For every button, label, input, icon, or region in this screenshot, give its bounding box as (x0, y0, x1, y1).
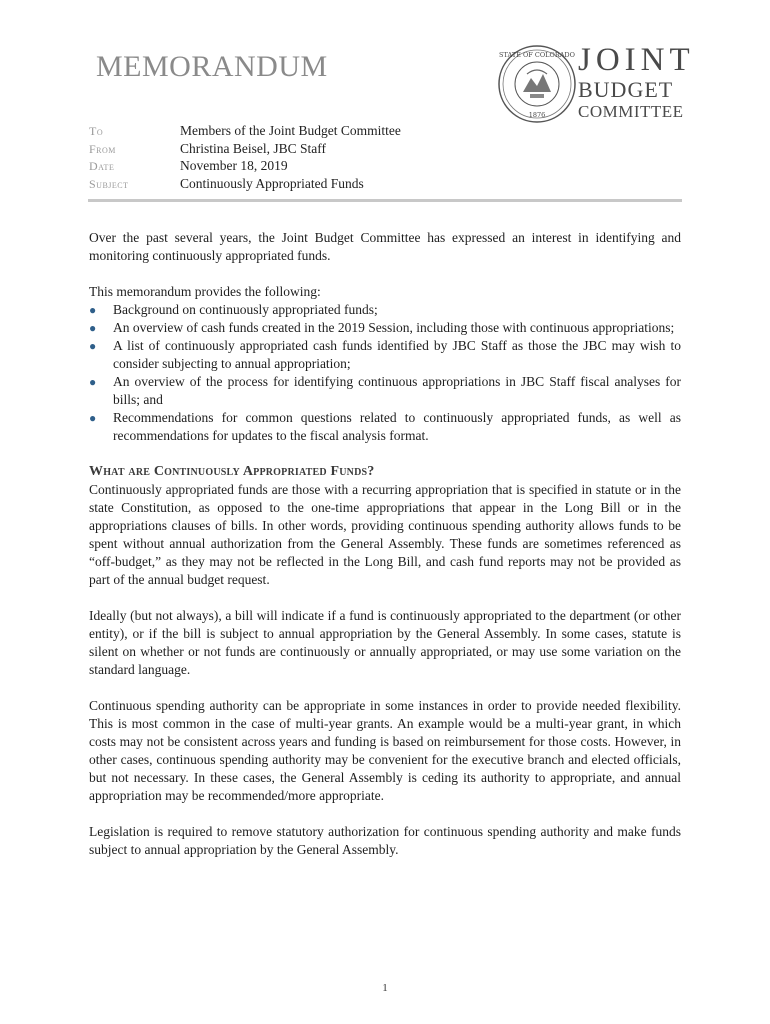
header-row-from (89, 141, 689, 159)
header-row-subject (89, 176, 689, 194)
list-intro: This memorandum provides the following: (89, 284, 321, 299)
header-label-from: From (89, 141, 116, 156)
memo-body (89, 229, 681, 877)
page-number: 1 (382, 982, 388, 994)
list-item-text: Recommendations for common questions related to continuously appropriated funds, as well as recommendations for updates to the fiscal analysis format. (113, 410, 681, 443)
logo-line-budget: BUDGET (578, 77, 674, 102)
logo-line-committee: COMMITTEE (578, 102, 684, 121)
memo-header-fields (89, 123, 689, 193)
section-heading: What are Continuously Appropriated Funds? (89, 464, 375, 479)
bullet-icon: ● (89, 339, 97, 353)
seal-year: 1876 (528, 111, 546, 119)
header-label-subject: Subject (89, 176, 129, 191)
contents-list (89, 301, 681, 445)
list-item (89, 319, 681, 337)
list-item (89, 409, 681, 445)
header-value-subject: Continuously Appropriated Funds (180, 175, 364, 191)
memo-title: MEMORANDUM (96, 50, 328, 83)
seal-text: STATE OF COLORADO (499, 51, 575, 59)
header-row-date (89, 158, 689, 176)
header-value-to: Members of the Joint Budget Committee (180, 123, 401, 138)
body-paragraph: Legislation is required to remove statutory authorization for continuous spending authority and make funds subject to annual appropriation by the General Assembly. (89, 824, 681, 857)
logo-line-joint: JOINT (578, 42, 695, 78)
bullet-icon: ● (89, 321, 97, 335)
header-divider (88, 199, 682, 202)
list-item (89, 373, 681, 409)
header-label-to: To (89, 124, 104, 138)
bullet-icon: ● (89, 375, 97, 389)
colorado-seal-icon (497, 44, 577, 124)
header-row-to (89, 123, 689, 141)
body-paragraph: Ideally (but not always), a bill will indicate if a fund is continuously appropriated to the department (or other entity), or if the bill is subject to annual appropriation by the General Assembly. In some cases, statute is silent on whether or not funds are continuously or annually appropriated, or may use some variation on the standard language. (89, 608, 681, 677)
list-item (89, 337, 681, 373)
list-item-text: An overview of the process for identifying continuous appropriations in JBC Staff fiscal analyses for bills; and (113, 374, 681, 407)
jbc-logo (578, 44, 695, 120)
body-paragraph: Continuously appropriated funds are those with a recurring appropriation that is specified in statute or in the state Constitution, as opposed to the one-time appropriations that appear in the Long Bill or in the appropriations clauses of bills. In other words, providing continuous spending authority allows funds to be spent without annual authorization from the General Assembly. These funds are sometimes referenced as “off-budget,” as they may not be reflected in the Long Bill, and cash fund reports may not be provided as part of the annual budget request. (89, 482, 681, 587)
header-value-date: November 18, 2019 (180, 158, 288, 173)
header-value-from: Christina Beisel, JBC Staff (180, 140, 327, 156)
header-label-date: Date (89, 159, 115, 173)
list-item-text: Background on continuously appropriated funds; (113, 302, 378, 317)
bullet-icon: ● (89, 303, 97, 317)
intro-paragraph: Over the past several years, the Joint Budget Committee has expressed an interest in identifying and monitoring continuously appropriated funds. (89, 230, 681, 263)
body-paragraph: Continuous spending authority can be appropriate in some instances in order to provide needed flexibility. This is most common in the case of multi-year grants. An example would be a multi-year grant, in which costs may not be consistent across years and funding is based on reimbursement for those costs. However, in other cases, continuous spending authority may be convenient for the executive branch and elected officials, but not necessary. In these cases, the General Assembly is ceding its authority to appropriate, and annual appropriation may be recommended/more appropriate. (89, 698, 681, 803)
list-item-text: A list of continuously appropriated cash funds identified by JBC Staff as those the JBC may wish to consider subjecting to annual appropriation; (113, 338, 681, 371)
list-item (89, 301, 681, 319)
bullet-icon: ● (89, 411, 97, 425)
list-item-text: An overview of cash funds created in the 2019 Session, including those with continuous appropriations; (113, 320, 675, 335)
